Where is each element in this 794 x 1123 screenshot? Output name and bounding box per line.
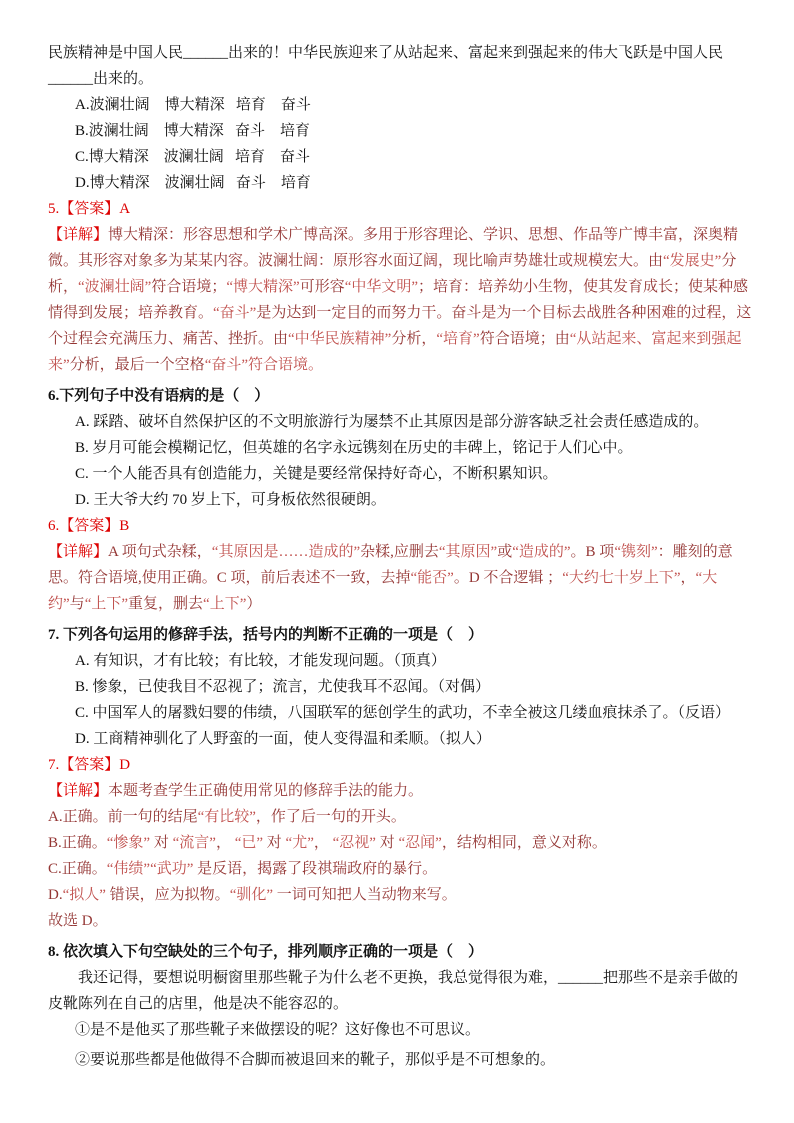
- detail-6-run-8: “镌刻”: [614, 544, 658, 560]
- q5-option-b: [75, 118, 752, 144]
- detail-6-run-14: “大约”: [48, 570, 718, 612]
- answer-7: [48, 752, 752, 778]
- answer-6: [48, 513, 752, 539]
- detail-6-run-3: 杂糅,应删去: [360, 544, 439, 560]
- detail-7-a-run-0: A.正确。前一句的结尾: [48, 809, 198, 825]
- detail-7-b-run-8: ，: [313, 835, 333, 851]
- detail-7-conclusion-run-0: 故选 D。: [48, 913, 108, 929]
- detail-6-run-9: ：雕刻的意思。符合语境,使用正确。C 项，前后表述不一致，去掉: [48, 544, 733, 586]
- detail-6-run-17: 重复，删去: [128, 596, 204, 612]
- q7-stem-run-0: 7. 下列各句运用的修辞手法，括号内的判断不正确的一项是（ ）: [48, 627, 484, 643]
- detail-5-run-1: 博大精深：形容思想和学术广博高深。多用于形容理论、学识、思想、作品等广博丰富，深奥精微。其形容对象多为某某内容。波澜壮阔：原形容水面辽阔，现比喻声势雄壮或规模宏大。由: [48, 227, 739, 269]
- q5-option-c-run-0: C.博大精深 波澜壮阔 培育 奋斗: [75, 149, 311, 165]
- q5-option-d-run-0: D.博大精深 波澜壮阔 奋斗 培育: [75, 175, 311, 191]
- detail-7-b-run-11: “忍闻”: [398, 835, 442, 851]
- q5-option-a-run-0: A.波澜壮阔 博大精深 培育 奋斗: [75, 97, 311, 113]
- answer-7-run-0: 7.【答案】D: [48, 757, 131, 773]
- detail-7-d-run-4: 一词可知把人当动物来写。: [273, 887, 457, 903]
- detail-6-run-16: “上下”: [84, 596, 129, 612]
- answer-6-run-0: 6.【答案】B: [48, 518, 130, 534]
- detail-6-run-15: 与: [69, 596, 85, 612]
- detail-7-c-run-0: C.正确。: [48, 861, 107, 877]
- q5-option-b-run-0: B.波澜壮阔 博大精深 奋斗 培育: [75, 123, 311, 139]
- q5-option-c: [75, 144, 752, 170]
- q7-option-c-run-0: C. 中国军人的屠戮妇婴的伟绩，八国联军的惩创学生的武功，不幸全被这几缕血痕抹杀了。（反语）: [75, 705, 731, 721]
- detail-5-run-12: “中华民族精神”: [288, 331, 392, 347]
- detail-7-b: [48, 830, 752, 856]
- q7-option-c: [75, 700, 752, 726]
- detail-5-run-10: “奋斗”: [213, 305, 257, 321]
- detail-5-run-15: 符合语境；由: [479, 331, 570, 347]
- detail-6-run-2: “其原因是……造成的”: [211, 544, 361, 560]
- detail-6-run-13: ，: [680, 570, 696, 586]
- q6-option-a-run-0: A. 踩踏、破坏自然保护区的不文明旅游行为屡禁不止其原因是部分游客缺乏社会责任感造成的。: [75, 414, 709, 430]
- detail-5-run-0: 【详解】: [48, 227, 109, 243]
- detail-6-run-12: “大约七十岁上下”: [562, 570, 681, 586]
- q8-sentence-2-run-0: ②要说那些都是他做得不合脚而被退回来的靴子，那似乎是不可想象的。: [75, 1052, 556, 1068]
- detail-7-b-run-12: ，结构相同，意义对称。: [441, 835, 607, 851]
- detail-7-c: [48, 856, 752, 882]
- detail-7-b-run-1: “惨象”: [106, 835, 151, 851]
- q7-option-d: [75, 726, 752, 752]
- q5-stem-run-0: 民族精神是中国人民______出来的！中华民族迎来了从站起来、富起来到强起来的伟大飞跃是中国人民______出来的。: [48, 45, 724, 87]
- detail-5-run-2: “发展史”: [663, 253, 722, 269]
- q6-option-b-run-0: B. 岁月可能会模糊记忆，但英雄的名字永远镌刻在历史的丰碑上，铭记于人们心中。: [75, 440, 633, 456]
- detail-7-b-run-6: 对: [263, 835, 286, 851]
- q6-option-d-run-0: D. 王大爷大约 70 岁上下，可身板依然很硬朗。: [75, 492, 386, 508]
- q6-option-c-run-0: C. 一个人能否具有创造能力，关键是要经常保持好奇心，不断积累知识。: [75, 466, 558, 482]
- q7-option-d-run-0: D. 工商精神驯化了人野蛮的一面，使人变得温和柔顺。（拟人）: [75, 731, 491, 747]
- detail-6-run-5: 或: [497, 544, 513, 560]
- detail-7-intro-run-1: 本题考查学生正确使用常见的修辞手法的能力。: [108, 783, 424, 799]
- detail-7-intro: [48, 778, 752, 804]
- detail-5-run-6: “博大精深”: [226, 279, 300, 295]
- detail-5-run-14: “培育”: [436, 331, 480, 347]
- q7-option-b: [75, 674, 752, 700]
- q8-sentence-1-run-0: ①是不是他买了那些靴子来做摆设的呢？这好像也不可思议。: [75, 1022, 481, 1038]
- q7-option-a: [75, 648, 752, 674]
- detail-5-run-5: 符合语境；: [151, 279, 227, 295]
- detail-7-b-run-0: B.正确。: [48, 835, 107, 851]
- q8-passage-run-0: 我还记得，要想说明橱窗里那些靴子为什么老不更换，我总觉得很为难，______把那些不是亲手做的皮靴陈列在自己的店里，他是决不能容忍的。: [48, 970, 739, 1012]
- detail-6-run-10: “能否”: [410, 570, 454, 586]
- detail-5: [48, 222, 752, 378]
- detail-7-b-run-5: “已”: [234, 835, 264, 851]
- detail-7-d-run-1: “拟人”: [62, 887, 106, 903]
- q6-option-c: [75, 461, 752, 487]
- detail-7-c-run-1: “伟绩”“武功”: [106, 861, 194, 877]
- q5-option-d: [75, 170, 752, 196]
- detail-5-run-9: ；培育：培养幼小生物，使其发育成长；使某种感情得到发展；培养教育。: [48, 279, 749, 321]
- detail-6-run-7: 。B 项: [570, 544, 615, 560]
- q8-sentence-2: [75, 1047, 752, 1073]
- q6-option-d: [75, 487, 752, 513]
- detail-7-d-run-0: D.: [48, 887, 63, 903]
- q8-stem: [48, 939, 752, 965]
- detail-7-b-run-9: “忍视”: [332, 835, 376, 851]
- q7-option-b-run-0: B. 惨象，已使我目不忍视了；流言，尤使我耳不忍闻。（对偶）: [75, 679, 491, 695]
- detail-6-run-1: A 项句式杂糅，: [108, 544, 212, 560]
- detail-5-run-11: 是为达到一定目的而努力干。奋斗是为一个目标去战胜各种困难的过程，这个过程会充满压力、痛苦、挫折。由: [48, 305, 752, 347]
- answer-5: [48, 196, 752, 222]
- detail-7-a: [48, 804, 752, 830]
- detail-5-run-3: 分析，: [48, 253, 737, 295]
- detail-6-run-19: ）: [246, 596, 262, 612]
- document-body: [48, 40, 752, 1073]
- q8-sentence-1: [75, 1017, 752, 1043]
- detail-6-run-4: “其原因”: [438, 544, 498, 560]
- detail-7-conclusion: [48, 908, 752, 934]
- answer-5-run-0: 5.【答案】A: [48, 201, 131, 217]
- q6-stem-run-0: 6.下列句子中没有语病的是（ ）: [48, 388, 270, 404]
- detail-7-c-run-2: 是反语，揭露了段祺瑞政府的暴行。: [193, 861, 438, 877]
- detail-7-intro-run-0: 【详解】: [48, 783, 109, 799]
- detail-7-b-run-7: “尤”: [285, 835, 314, 851]
- detail-6-run-6: “造成的”: [512, 544, 571, 560]
- q7-stem: [48, 622, 752, 648]
- q6-option-a: [75, 409, 752, 435]
- detail-5-run-4: “波澜壮阔”: [78, 279, 152, 295]
- detail-7-a-run-2: ，作了后一句的开头。: [255, 809, 406, 825]
- q5-option-a: [75, 92, 752, 118]
- detail-6-run-18: “上下”: [203, 596, 247, 612]
- detail-7-a-run-1: “有比较”: [197, 809, 256, 825]
- q7-option-a-run-0: A. 有知识，才有比较；有比较，才能发现问题。（顶真）: [75, 653, 446, 669]
- detail-7-b-run-2: 对: [150, 835, 173, 851]
- detail-5-run-8: “中华文明”: [344, 279, 419, 295]
- detail-5-run-7: 可形容: [299, 279, 345, 295]
- detail-5-run-18: “奋斗”符合语境。: [204, 357, 324, 373]
- q8-stem-run-0: 8. 依次填入下句空缺处的三个句子，排列顺序正确的一项是（ ）: [48, 944, 484, 960]
- detail-7-d-run-3: “驯化”: [229, 887, 274, 903]
- detail-5-run-16: “从站起来、富起来到强起来”: [48, 331, 742, 373]
- detail-7-b-run-10: 对: [375, 835, 399, 851]
- q6-option-b: [75, 435, 752, 461]
- detail-7-b-run-4: ，: [215, 835, 235, 851]
- detail-5-run-17: 分析，最后一个空格: [69, 357, 205, 373]
- q6-stem: [48, 383, 752, 409]
- q8-passage: [48, 965, 752, 1017]
- detail-7-d-run-2: 错误，应为拟物。: [105, 887, 230, 903]
- detail-7-d: [48, 882, 752, 908]
- detail-7-b-run-3: “流言”: [172, 835, 216, 851]
- detail-6-run-11: 。D 不合逻辑 ；: [453, 570, 563, 586]
- detail-6-run-0: 【详解】: [48, 544, 109, 560]
- detail-6: [48, 539, 752, 617]
- q5-stem: [48, 40, 752, 92]
- detail-5-run-13: 分析，: [391, 331, 437, 347]
